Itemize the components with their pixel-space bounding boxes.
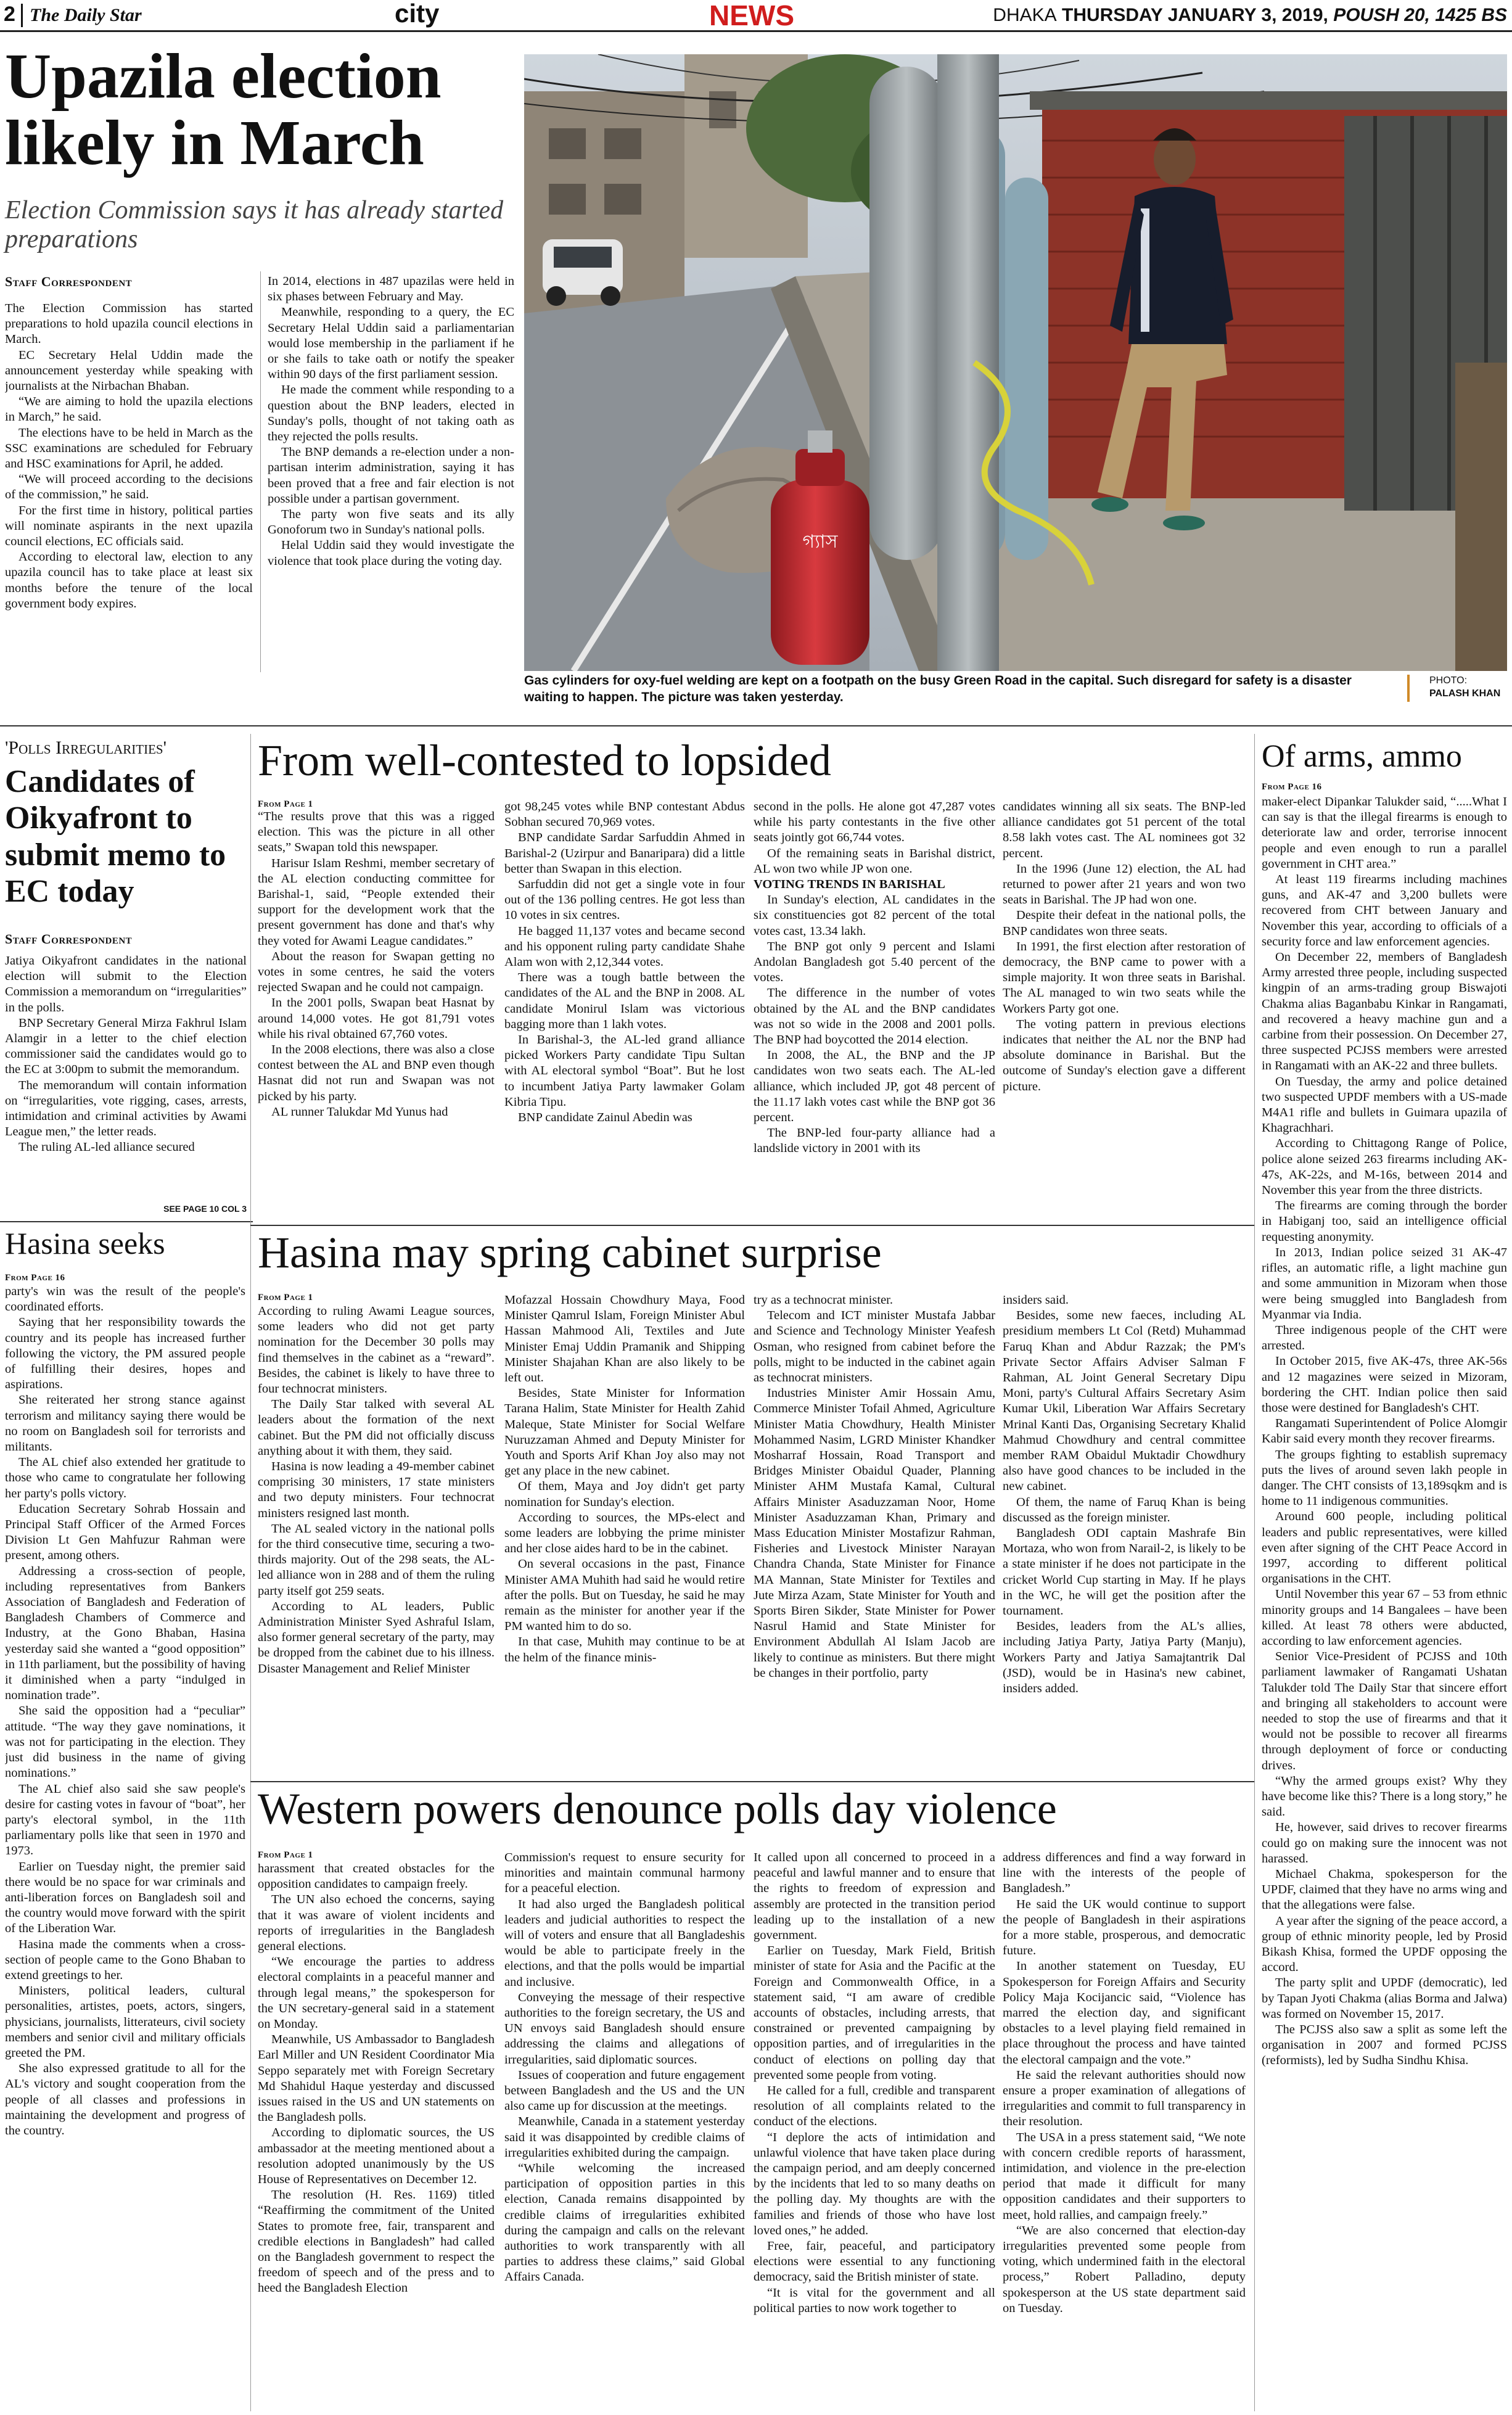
paragraph: In another statement on Tuesday, EU Spokesperson for Foreign Affairs and Security Policy Maja Kocijancic said, “Violence has marred the election day, and significant obstacles to a level playing field remained in place throughout the process and have tainted the electoral campaign and the vote.”	[1003, 1959, 1246, 2067]
paragraph: He bagged 11,137 votes and became second and his opponent ruling party candidate Shahe Alam won with 2,12,344 votes.	[504, 924, 745, 969]
western-headline: Western powers denounce polls day violence	[258, 1784, 1057, 1833]
paragraph: At least 119 firearms including machines guns, and AK-47 and 3,200 bullets were recovered from CHT between January and November this year, according to officials of a security force and law enforcement agencies.	[1262, 873, 1507, 948]
paragraph: Addressing a cross-section of people, including representatives from Bankers Association of Bangladesh and Federation of Bangladesh Chambers of Commerce and Industry, at the Gono Bhaban, Hasina yesterday said she wanted a “good opposition” in 11th parliament, but the possibility of having it diminished when a party “indulged in nomination trade”.	[5, 1564, 245, 1703]
paragraph: Helal Uddin said they would investigate the violence that took place during the voting day.	[268, 538, 514, 568]
paragraph: Earlier on Tuesday night, the premier said there would be no space for war criminals and anti-liberation forces on Bangladesh soil and the country would move forward with the spirit of the Liberation War.	[5, 1859, 245, 1936]
paragraph: According to electoral law, election to any upazila council has to take place at least six months before the tenure of the local government body expires.	[5, 550, 253, 611]
cabinet-col-4	[1003, 1293, 1246, 1772]
hasina-seeks-body	[5, 1284, 245, 2411]
paragraph: “We are aiming to hold the upazila elections in March,” he said.	[5, 395, 253, 424]
paragraph: In 1991, the first election after restoration of democracy, the BNP came to power with a simple majority. It won three seats in Barishal. The AL managed to win two seats while the Workers Party got one.	[1003, 939, 1246, 1016]
photo-caption: Gas cylinders for oxy-fuel welding are kept on a footpath on the busy Green Road in the capital. Such disregard for safety is a disaster waiting to happen. The picture was taken yesterday.	[524, 673, 1352, 705]
paragraph: Michael Chakma, spokesperson for the UPDF, claimed that they have no arms wing and that the allegations were false.	[1262, 1867, 1507, 1912]
oikya-body	[5, 953, 247, 1200]
paragraph: BNP candidate Zainul Abedin was	[518, 1111, 692, 1125]
paragraph: address differences and find a way forward in line with the interests of the people of Bangladesh.”	[1003, 1851, 1246, 1896]
column-rule	[260, 271, 261, 672]
page-number-divider	[21, 4, 23, 27]
lopsided-col-3	[754, 799, 995, 1216]
paragraph: Rangamati Superintendent of Police Alomgir Kabir said every month they recover firearms.	[1262, 1417, 1507, 1446]
paragraph: insiders said.	[1003, 1293, 1069, 1307]
paragraph: In the 2008 elections, there was also a close contest between the AL and BNP even though Hasnat did not run and Swapan was not picked by his party.	[258, 1043, 495, 1103]
paragraph: He called for a full, credible and transparent resolution of all complaints related to the conduct of the elections.	[754, 2084, 995, 2129]
column-rule	[250, 734, 251, 2411]
paragraph: She reiterated her strong stance against terrorism and militancy saying there would be no room on Bangladesh soil for terrorists and militants.	[5, 1393, 245, 1454]
dateline	[993, 5, 1507, 26]
paragraph: Besides, leaders from the AL's allies, including Jatiya Party, Jatiya Party (Manju), Workers Party and Jatiya Samajtantrik Dal (JSD), would be in Hasina's new cabinet, insiders added.	[1003, 1619, 1246, 1696]
arms-from-page: From Page 16	[1262, 782, 1322, 792]
paragraph: BNP Secretary General Mirza Fakhrul Islam Alamgir in a letter to the chief election commissioner said the candidates would go to the EC at 3:00pm to submit the memorandum.	[5, 1016, 247, 1077]
paragraph: “While welcoming the increased participation of opposition parties in this election, Canada remains disappointed by credible claims of irregularities exhibited during the campaign and calls on the relevant authorities to work transparently with all parties to address these claims,” said Global Affairs Canada.	[504, 2162, 745, 2284]
paragraph: party's win was the result of the people's coordinated efforts.	[5, 1285, 245, 1314]
paragraph: Three indigenous people of the CHT were arrested.	[1262, 1323, 1507, 1353]
oikya-kicker: 'Polls Irregularities'	[5, 738, 166, 758]
paragraph: The party split and UPDF (democratic), led by Tapan Jyoti Chakma (alias Borma and Jalwa) was formed on November 15, 2017.	[1262, 1976, 1507, 2021]
paragraph: The AL chief also said she saw people's desire for casting votes in favour of “boat”, her party's electoral symbol, in the 11th parliamentary polls like that seen in 1970 and 1973.	[5, 1782, 245, 1858]
paragraph: candidates winning all six seats. The BNP-led alliance candidates got 51 percent of the total 8.58 lakh votes cast. The AL nominees got 32 percent.	[1003, 800, 1246, 860]
paragraph: BNP candidate Sardar Sarfuddin Ahmed in Barishal-2 (Uzirpur and Banaripara) did a little better than Swapan in this election.	[504, 831, 745, 876]
paragraph: Bangladesh ODI captain Mashrafe Bin Mortaza, who won from Narail-2, is likely to be a state minister if he does not participate in the cricket World Cup starting in May. If he plays in the WC, he will get the position after the tournament.	[1003, 1526, 1246, 1618]
section-label: city	[395, 0, 440, 28]
paragraph: “I deplore the acts of intimidation and unlawful violence that have taken place during the campaign period, and am deeply concerned by the incidents that led to so many deaths on the polling day. My thoughts are with the families and friends of those who have lost loved ones,” he added.	[754, 2130, 995, 2237]
paragraph: Telecom and ICT minister Mustafa Jabbar and Science and Technology Minister Yeafesh Osman, who resigned from cabinet before the polls, might to be inducted in the cabinet again as technocrat ministers.	[754, 1309, 995, 1385]
paragraph: The firearms are coming through the border in Habiganj too, said an intelligence official requesting anonymity.	[1262, 1199, 1507, 1244]
paragraph: A year after the signing of the peace accord, a group of ethnic minority people, led by Prosid Bikash Khisa, formed the UPDF opposing the accord.	[1262, 1914, 1507, 1975]
paragraph: “Why the armed groups exist? Why they have become like this? There is a long story,” he said.	[1262, 1774, 1507, 1819]
cabinet-col-2	[504, 1293, 745, 1772]
paragraph: Meanwhile, responding to a query, the EC Secretary Helal Uddin said a parliamentarian would lose membership in the parliament if he or she fails to take oath or notify the speaker within 90 days of the first parliament session.	[268, 305, 514, 382]
photo-credit-name: PALASH KHAN	[1429, 688, 1501, 699]
paragraph: In 2008, the AL, the BNP and the JP candidates won two seats each. The AL-led alliance, which included JP, got 48 percent of the 11.17 lakh votes cast while the BNP got 36 percent.	[754, 1048, 995, 1125]
paragraph: He said the relevant authorities should now ensure a proper examination of allegations of irregularities and commit to full transparency in their resolution.	[1003, 2068, 1246, 2129]
paragraph: Sarfuddin did not get a single vote in four out of the 136 polling centres. He got less than 10 votes in six centres.	[504, 878, 745, 923]
paragraph: He made the comment while responding to a question about the BNP leaders, elected in Sunday's polls, thought of not taking oath as they rejected the polls results.	[268, 383, 514, 444]
paragraph: The AL sealed victory in the national polls for the third consecutive time, securing a two-thirds majority. Out of the 298 seats, the AL-led alliance won in 288 and of them the ruling party itself got 259 seats.	[258, 1521, 495, 1598]
paragraph: Besides, State Minister for Information Tarana Halim, State Minister for Health Zahid Maleque, State Minister for Social Welfare Nuruzzaman Ahmed and Deputy Minister for Youth and Sports Arif Khan Joy also may not get any place in the new cabinet.	[504, 1386, 745, 1478]
paragraph: It had also urged the Bangladesh political leaders and judicial authorities to respect the will of voters and ensure that all Bangladeshis would be able to participate freely in the elections, and that the polls would be impartial and inclusive.	[504, 1897, 745, 1989]
paragraph: “We are also concerned that election-day irregularities prevented some people from voting, which undermined faith in the electoral process,” Robert Palladino, deputy spokesperson at the US state department said on Tuesday.	[1003, 2223, 1246, 2315]
paragraph: maker-elect Dipankar Talukder said, “.....What I can say is that the illegal firearms is enough to deteriorate law and order, terrorise innocent people and even enough to run a parallel government in CHT area.”	[1262, 795, 1507, 871]
paragraph: The elections have to be held in March as the SSC examinations are scheduled for February and HSC examinations for April, he added.	[5, 426, 253, 471]
western-col-2	[504, 1850, 745, 2411]
paragraph: Hasina is now leading a 49-member cabinet comprising 30 ministers, 17 state ministers and two deputy ministers. Four technocrat ministers resigned last month.	[258, 1460, 495, 1520]
paragraph: On several occasions in the past, Finance Minister AMA Muhith had said he would retire after the polls. But on Tuesday, he said he may remain as the minister for another year if the PM wanted him to do so.	[504, 1557, 745, 1634]
lopsided-headline: From well-contested to lopsided	[258, 736, 831, 785]
paragraph: The Election Commission has started preparations to hold upazila council elections in March.	[5, 302, 253, 347]
paragraph: In the 2001 polls, Swapan beat Hasnat by around 14,000 votes. He got 81,791 votes while his rival obtained 67,760 votes.	[258, 996, 495, 1041]
paragraph: The ruling AL-led alliance secured	[18, 1140, 195, 1154]
paragraph: On Tuesday, the army and police detained two suspected UPDF members with a US-made M4A1 rifle and bullets in Guimara upazila of Khagrachhari.	[1262, 1074, 1507, 1135]
paragraph: Free, fair, peaceful, and participatory elections were essential to any functioning democracy, said the British minister of state.	[754, 2239, 995, 2284]
paragraph: Meanwhile, US Ambassador to Bangladesh Earl Miller and UN Resident Coordinator Mia Seppo separately met with Foreign Secretary Md Shahidul Haque yesterday and discussed issues raised in the US and UN statements on the Bangladesh polls.	[258, 2033, 495, 2125]
paragraph: The BNP-led four-party alliance had a landslide victory in 2001 with its	[754, 1126, 995, 1156]
photo-credit	[1429, 675, 1500, 701]
paragraph: The BNP got only 9 percent and Islami Andolan Bangladesh got 5.40 percent of the votes.	[754, 939, 995, 985]
cabinet-from-page: From Page 1	[258, 1293, 313, 1302]
paragraph: Around 600 people, including political leaders and public representatives, were killed even after signing of the CHT Peace Accord in 1997, according to different political organisations in the CHT.	[1262, 1510, 1507, 1586]
lopsided-col-1	[258, 809, 495, 1216]
photo-credit-bar	[1407, 675, 1410, 702]
paragraph: There was a tough battle between the candidates of the AL and the BNP in 2008. AL candidate Monirul Islam was victorious bagging more than 1 lakh votes.	[504, 971, 745, 1031]
upazila-headline: Upazila election likely in March	[5, 41, 442, 179]
paragraph: Commission's request to ensure security for minorities and maintain communal harmony for a peaceful election.	[504, 1851, 745, 1896]
date-main: THURSDAY JANUARY 3, 2019,	[1062, 5, 1328, 25]
paragraph: According to ruling Awami League sources, some leaders who did not get party nomination for the December 30 polls may find themselves in the cabinet as a “reward”. Besides, the cabinet is likely to have three to four technocrat ministers.	[258, 1304, 495, 1396]
paragraph: Ministers, political leaders, cultural personalities, artistes, poets, actors, singers, physicians, journalists, litterateurs, civil society members and senior civil and military officials greeted the PM.	[5, 1984, 245, 2060]
paragraph: She also expressed gratitude to all for the AL's victory and sought cooperation from the people of all classes and professions in maintaining the development and progress of the country.	[5, 2062, 245, 2137]
hasina-seeks-headline: Hasina seeks	[5, 1226, 165, 1261]
paragraph: In the 1996 (June 12) election, the AL had returned to power after 21 years and won two seats in Barishal. The JP had won one.	[1003, 862, 1246, 907]
paragraph: Issues of cooperation and future engagement between Bangladesh and the US and the UN also came up for discussion at the meetings.	[504, 2068, 745, 2113]
paragraph: second in the polls. He alone got 47,287 votes while his party contestants in the five other seats jointly got 66,744 votes.	[754, 800, 995, 845]
paragraph: EC Secretary Helal Uddin made the announcement yesterday while speaking with journalists at the Nirbachan Bhaban.	[5, 348, 253, 393]
paragraph: On December 22, members of Bangladesh Army arrested three people, including suspected kingpin of an arms-trading group Biswajoti Chakma alias Baganbabu Kinkar in Rangamati, and recovered a heavy machine gun and a carbine from their possession. On December 27, three suspected PCJSS members were arrested in Rangamati with an AK-22 and three bullets.	[1262, 950, 1507, 1073]
section-divider	[0, 725, 1512, 726]
paragraph: The PCJSS also saw a split as some left the organisation in 2007 and formed PCJSS (reformists), led by Sudha Sindhu Khisa.	[1262, 2023, 1507, 2068]
paragraph: Despite their defeat in the national polls, the BNP candidates won three seats.	[1003, 908, 1246, 938]
paragraph: “We will proceed according to the decisions of the commission,” he said.	[5, 472, 253, 502]
paragraph: The AL chief also extended her gratitude to those who came to congratulate her following her party's polls victory.	[5, 1455, 245, 1500]
page-number: 2	[4, 2, 15, 26]
paragraph: He said the UK would continue to support the people of Bangladesh in their aspirations for a more stable, prosperous, and democratic future.	[1003, 1897, 1246, 1958]
paragraph: Of the remaining seats in Barishal district, AL won two while JP won one.	[754, 846, 995, 876]
western-col-3	[754, 1850, 995, 2411]
red-gas-cylinder	[771, 480, 869, 665]
paragraph: In 2013, Indian police seized 31 AK-47 rifles, an automatic rifle, a light machine gun and some ammunition in Mizoram when those were being smuggled into Bangladesh from Myanmar via India.	[1262, 1245, 1507, 1322]
paragraph: Hasina made the comments when a cross-section of people came to the Gono Bhaban to extend greetings to her.	[5, 1937, 245, 1982]
paragraph: Of them, the name of Faruq Khan is being discussed as the foreign minister.	[1003, 1495, 1246, 1524]
paragraph: The Daily Star talked with several AL leaders about the formation of the next cabinet. But the PM did not officially discuss anything about it with them, they said.	[258, 1397, 495, 1458]
paragraph: “We encourage the parties to address electoral complaints in a peaceful manner and through legal means,” the spokesperson for the UN secretary-general said in a statement on Monday.	[258, 1955, 495, 2031]
paragraph: Industries Minister Amir Hossain Amu, Commerce Minister Tofail Ahmed, Agriculture Minister Matia Chowdhury, Health Minister Mohammed Nasim, LGRD Minister Khandker Mosharraf Hossain, Road Transport and Bridges Minister Obaidul Quader, Planning Minister AHM Mustafa Kamal, Cultural Affairs Minister Asaduzzaman Noor, Home Minister Asaduzzaman Khan, Primary and Mass Education Minister Mostafizur Rahman, Fisheries and Livestock Minister Narayan Chandra Chanda, State Minister for Finance MA Mannan, State Minister for Textiles and Jute Mirza Azam, State Minister for Youth and Sports Biren Sikder, State Minister for Power Nasrul Hamid and State Minister for Environment Abdullah Al Islam Jacob are likely to continue as ministers. But there might be changes in their portfolio, party	[754, 1386, 995, 1680]
paragraph: Harisur Islam Reshmi, member secretary of the AL election conducting committee for Barishal-1, said, “People extended their support for the development work that the present government has done and that's why they voted for Awami League candidates.”	[258, 856, 495, 948]
paragraph: AL runner Talukdar Md Yunus had	[271, 1105, 448, 1119]
paragraph: In Sunday's election, AL candidates in the six constituencies got 82 percent of the total votes cast, 13.34 lakh.	[754, 893, 995, 938]
arms-body	[1262, 794, 1507, 2411]
date-bangla: POUSH 20, 1425 BS	[1333, 5, 1507, 25]
paragraph: try as a technocrat minister.	[754, 1293, 893, 1307]
cabinet-col-1	[258, 1304, 495, 1772]
paragraph: He, however, said drives to recover firearms could go on making sure the innocent was not harassed.	[1262, 1821, 1507, 1866]
paragraph: “It is vital for the government and all political parties to now work together to	[754, 2285, 995, 2315]
paragraph: Of them, Maya and Joy didn't get party nomination for Sunday's election.	[504, 1479, 745, 1509]
paragraph: Mofazzal Hossain Chowdhury Maya, Food Minister Qamrul Islam, Foreign Minister Abul Hassan Mahmood Ali, Textiles and Jute Minister Emaj Uddin Pramanik and Shipping Minister Shajahan Khan are also likely to be left out.	[504, 1293, 745, 1385]
paragraph: According to Chittagong Range of Police, police alone seized 263 firearms including AK-47s, AK-22s, and M-16s, between 2014 and November this year from the three districts.	[1262, 1137, 1507, 1198]
paragraph: Education Secretary Sohrab Hossain and Principal Staff Officer of the Armed Forces Division Lt Gen Mahfuzur Rahman were present, among others.	[5, 1502, 245, 1563]
western-from-page: From Page 1	[258, 1850, 313, 1860]
arms-headline: Of arms, ammo	[1262, 739, 1462, 774]
photo-credit-label: PHOTO:	[1429, 675, 1468, 686]
paragraph: In Barishal-3, the AL-led grand alliance picked Workers Party candidate Tipu Sultan with AL electoral symbol “Boat”. But he lost to incumbent Jatiya Party lawmaker Golam Kibria Tipu.	[504, 1033, 745, 1109]
paragraph: In that case, Muhith may continue to be at the helm of the finance minis-	[504, 1635, 745, 1664]
paragraph: Meanwhile, Canada in a statement yesterday said it was disappointed by credible claims of irregularities exhibited during the campaign.	[504, 2115, 745, 2160]
western-col-1	[258, 1861, 495, 2411]
paragraph: The voting pattern in previous elections indicates that neither the AL nor the BNP had absolute dominance in Barishal. But the outcome of Sunday's election gave a different picture.	[1003, 1017, 1246, 1093]
upazila-subhead: Election Commission says it has already started preparations	[5, 196, 504, 254]
upazila-col-1	[5, 301, 253, 677]
paragraph: In 2014, elections in 487 upazilas were held in six phases between February and May.	[268, 274, 514, 304]
cabinet-col-3	[754, 1293, 995, 1772]
paragraph: About the reason for Swapan getting no votes in some centres, he said the voters rejected Swapan and he could not campaign.	[258, 949, 495, 995]
paragraph: The party won five seats and its ally Gonoforum two in Sunday's national polls.	[268, 508, 514, 537]
hasina-seeks-from-page: From Page 16	[5, 1273, 65, 1283]
photo-illustration	[524, 54, 1507, 671]
paragraph: The difference in the number of votes obtained by the AL and the BNP candidates was not so wide in the 2008 and 2001 polls. The BNP had boycotted the 2014 election.	[754, 986, 995, 1047]
western-col-4	[1003, 1850, 1246, 2411]
paragraph: Jatiya Oikyafront candidates in the national election will submit to the Election Commission a memorandum on “irregularities” in the polls.	[5, 954, 247, 1014]
masthead-logo: The Daily Star	[30, 5, 142, 25]
upazila-byline: Staff Correspondent	[5, 274, 133, 289]
oikya-headline: Candidates of Oikyafront to submit memo to EC today	[5, 764, 226, 909]
lopsided-from-page: From Page 1	[258, 799, 313, 809]
news-label: NEWS	[709, 0, 794, 31]
oikya-see-page: SEE PAGE 10 COL 3	[163, 1204, 247, 1214]
paragraph: The resolution (H. Res. 1169) titled “Reaffirming the commitment of the United States to promote free, fair, transparent and credible elections in Bangladesh” had called on the Bangladesh government to respect the freedom of speech and of the press and to heed the Bangladesh Election	[258, 2188, 495, 2295]
paragraph: Saying that her responsibility towards the country and its people has increased further following the victory, the PM assured people of fulfilling their desires, hopes and aspirations.	[5, 1315, 245, 1392]
column-rule	[1254, 734, 1255, 2411]
upazila-col-2	[268, 274, 514, 677]
paragraph: According to AL leaders, Public Administration Minister Syed Ashraful Islam, also former general secretary of the party, may be dropped from the cabinet due to his illness. Disaster Management and Relief Minister	[258, 1599, 495, 1676]
paragraph: It called upon all concerned to proceed in a peaceful and lawful manner and to ensure that the rights to freedom of expression and assembly are protected in the transition period leading up to the installation of a new government.	[754, 1851, 995, 1943]
paragraph: In October 2015, five AK-47s, three AK-56s and 12 magazines were seized in Mizoram, bordering the CHT. Indian police then said those were destined for Bangladesh's CHT.	[1262, 1354, 1507, 1415]
paragraph: Earlier on Tuesday, Mark Field, British minister of state for Asia and the Pacific at the Foreign and Commonwealth Office, in a statement said, “I am aware of credible accounts of obstacles, including arrests, that constrained or prevented campaigning by opposition parties, and of irregularities in the conduct of elections on polling day that prevented some people from voting.	[754, 1944, 995, 2082]
paragraph: The USA in a press statement said, “We note with concern credible reports of harassment, intimidation, and violence in the pre-election period that made it difficult for many opposition candidates and their supporters to meet, hold rallies, and campaign freely.”	[1003, 2130, 1246, 2222]
paragraph: According to diplomatic sources, the US ambassador at the meeting mentioned about a resolution adopted unanimously by the US House of Representatives on December 12.	[258, 2126, 495, 2187]
paragraph: “The results prove that this was a rigged election. This was the picture in all other seats,” Swapan told this newspaper.	[258, 810, 495, 855]
paragraph: The BNP demands a re-election under a non-partisan interim administration, saying it has been proved that a free and fair election is not possible under a partisan government.	[268, 445, 514, 506]
paragraph: She said the opposition had a “peculiar” attitude. “The way they gave nominations, it was not for participating in the election. They just did business in the name of giving nominations.”	[5, 1704, 245, 1780]
news-photo	[524, 54, 1507, 671]
oikya-byline: Staff Correspondent	[5, 931, 133, 947]
section-divider	[250, 1781, 1254, 1782]
lopsided-col-2	[504, 799, 745, 1216]
cylinder-label: গ্যাস	[802, 531, 838, 553]
lopsided-col-4	[1003, 799, 1246, 1216]
cabinet-headline: Hasina may spring cabinet surprise	[258, 1228, 882, 1277]
paragraph: Conveying the message of their respective authorities to the foreign secretary, the US and UN envoys said Bangladesh should ensure addressing the claims and allegations of irregularities, said diplomatic sources.	[504, 1990, 745, 2067]
paragraph: Senior Vice-President of PCJSS and 10th parliament lawmaker of Rangamati Ushatan Talukder told The Daily Star that sincere effort and bringing all stakeholders to account were needed to stop the use of firearms and that it would not be possible to recover all firearms through deployment of force or conducting drives.	[1262, 1650, 1507, 1772]
paragraph: VOTING TRENDS IN BARISHAL	[754, 878, 945, 892]
paragraph: For the first time in history, political parties will nominate aspirants in the next upazila council elections, EC officials said.	[5, 503, 253, 549]
paragraph: The memorandum will contain information on “irregularities, vote rigging, cases, arrests, intimidation and criminal activities by Awami League men,” the letter reads.	[5, 1078, 247, 1139]
paragraph: Until November this year 67 – 53 from ethnic minority groups and 14 Bangalees – have been killed. At least 78 others were abducted, according to law enforcement agencies.	[1262, 1587, 1507, 1648]
section-divider	[0, 1221, 253, 1222]
paragraph: harassment that created obstacles for the opposition candidates to campaign freely.	[258, 1862, 495, 1891]
paragraph: The UN also echoed the concerns, saying that it was aware of violent incidents and reports of irregularities in the Bangladesh general elections.	[258, 1893, 495, 1954]
paragraph: Besides, some new faeces, including AL presidium members Lt Col (Retd) Muhammad Faruq Khan and Abdur Razzak; the PM's Private Sector Affairs Adviser Salman F Rahman, AL Joint General Secretary Dipu Moni, party's Cultural Affairs Secretary Asim Kumar Ukil, Liberation War Affairs Secretary Mrinal Kanti Das, Organising Secretary Khalid Mahmud Chowdhury and central committee member RAM Obaidul Muktadir Chowdhury also have good chances to be included in the new cabinet.	[1003, 1309, 1246, 1494]
paragraph: According to sources, the MPs-elect and some leaders are lobbying the prime minister and her close aides hard to be in the cabinet.	[504, 1510, 745, 1556]
section-divider	[250, 1225, 1254, 1226]
paragraph: got 98,245 votes while BNP contestant Abdus Sobhan secured 70,969 votes.	[504, 800, 745, 829]
paragraph: The groups fighting to establish supremacy puts the lives of around seven lakh people in danger. The CHT consists of 13,189sqkm and is home to 11 indigenous communities.	[1262, 1447, 1507, 1508]
date-prefix: DHAKA	[993, 5, 1057, 25]
